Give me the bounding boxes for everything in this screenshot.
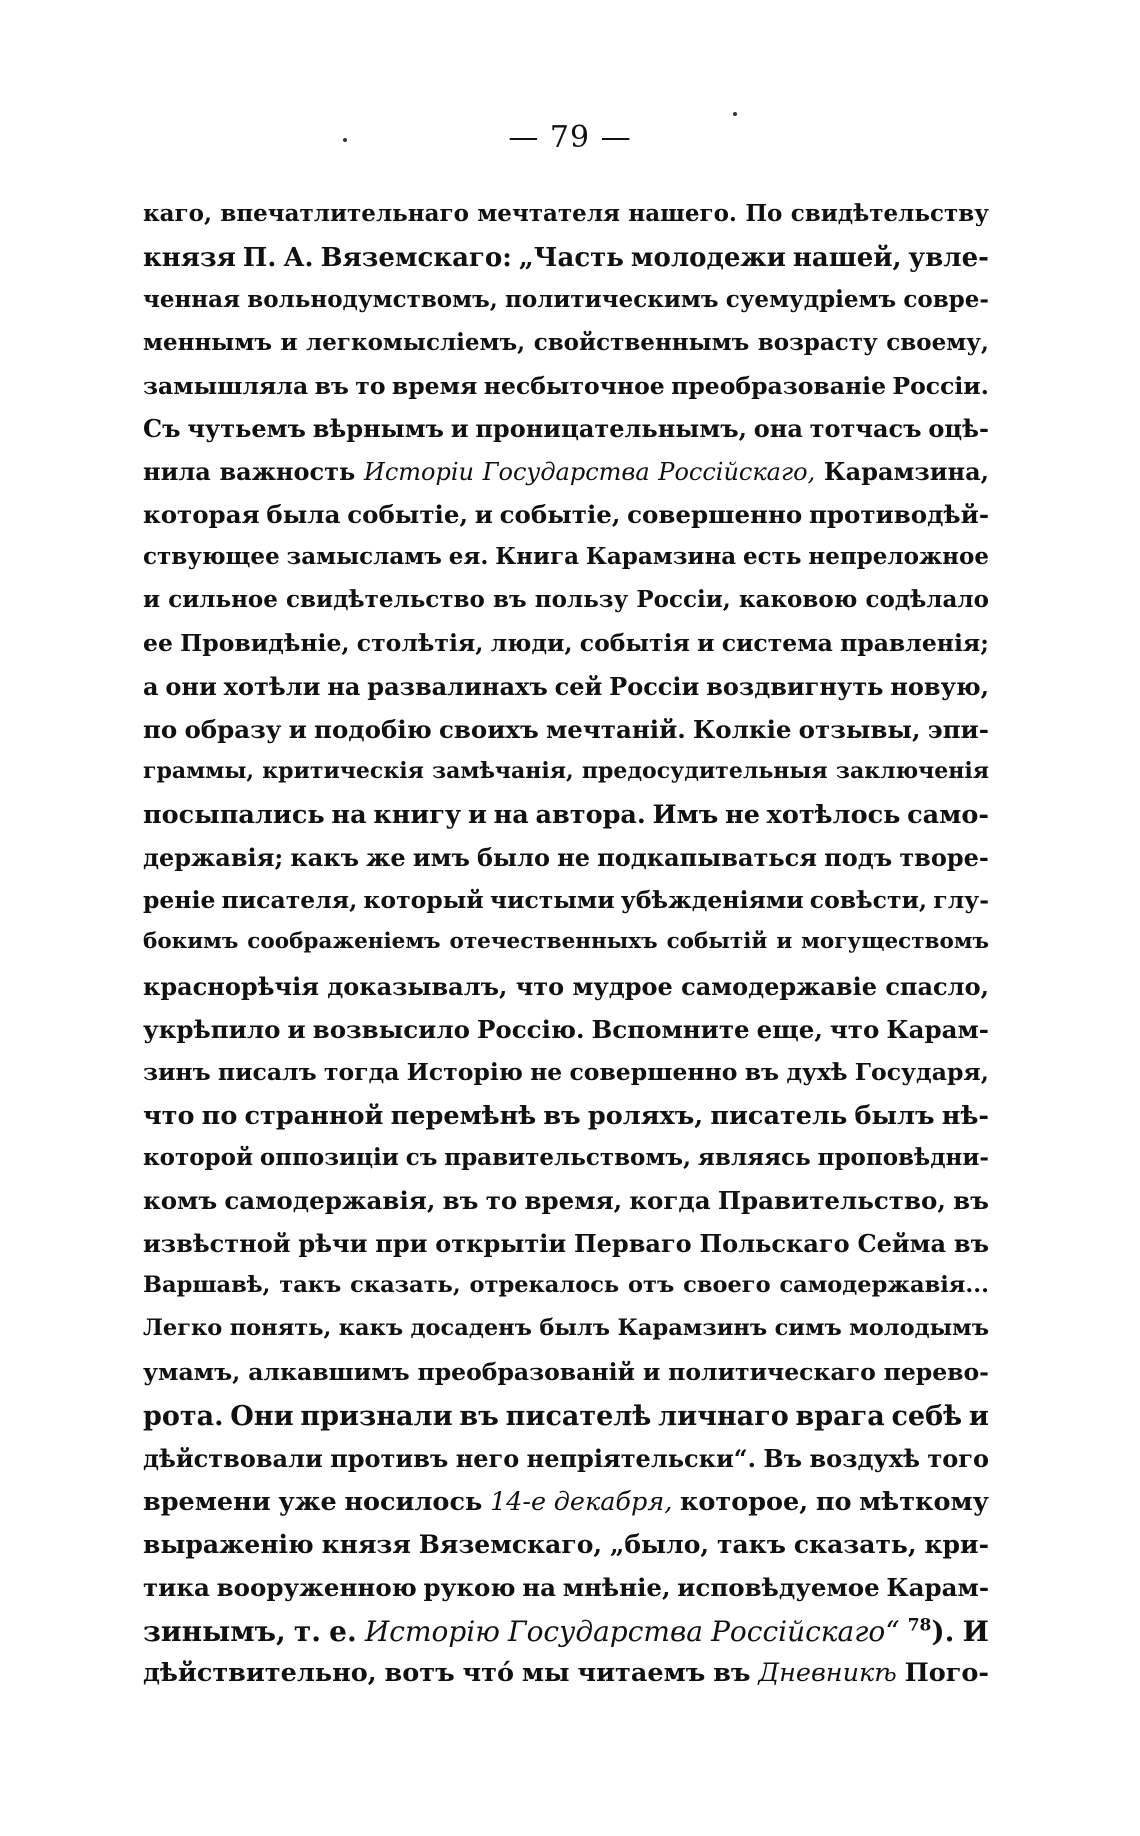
word: было (477, 843, 551, 873)
word: писателѣ (505, 1400, 652, 1432)
word: Въ (763, 1443, 803, 1473)
word: непріятельски“. (526, 1443, 756, 1473)
word: развалинахъ (367, 671, 548, 701)
text-line (143, 629, 989, 672)
word: предосудительныя (581, 757, 828, 784)
word: важность (219, 457, 356, 487)
word: ея. (448, 543, 489, 571)
word: Книга (495, 543, 580, 571)
word: признали (300, 1400, 453, 1432)
word: увле- (908, 242, 989, 273)
word: краснорѣчія (143, 972, 319, 1002)
word: сей (554, 671, 603, 701)
word: самодержавія... (779, 1272, 989, 1299)
word: князя (143, 242, 236, 273)
word: соображеніемъ (247, 929, 441, 955)
word: Пого- (904, 1658, 989, 1689)
word: своего (683, 1272, 771, 1299)
word: мѣткому (859, 1486, 989, 1517)
word: являясь (697, 1143, 811, 1171)
word: нѣ- (941, 1100, 989, 1131)
word: рѣчи (298, 1229, 368, 1259)
word: мудрое (572, 972, 673, 1002)
word: и (697, 628, 715, 657)
word: носилось (344, 1486, 483, 1517)
word: вооруженною (216, 1572, 417, 1602)
word: что (515, 972, 565, 1002)
word: не (530, 1057, 563, 1086)
text-line (143, 243, 989, 286)
word: доказывалъ, (327, 972, 508, 1002)
word: проповѣдни- (817, 1143, 989, 1171)
word: мечтаній. (545, 714, 686, 744)
word: е. (329, 1615, 357, 1649)
word: которой (143, 1143, 254, 1171)
word: событій (666, 929, 768, 955)
word: каго, (143, 200, 212, 227)
word: Исторію (364, 1615, 500, 1649)
word: въ (314, 371, 349, 400)
word: рукою (423, 1572, 516, 1602)
word: П. (242, 242, 277, 273)
word: противодѣй- (808, 500, 989, 530)
word: проницательнымъ, (475, 414, 747, 444)
word: и (287, 1014, 306, 1044)
word: свойственнымъ (533, 328, 750, 356)
word: въ (953, 1186, 989, 1216)
word: симъ (774, 1315, 842, 1342)
text-line (143, 372, 989, 415)
word: которая (143, 500, 260, 530)
word: автора. (535, 800, 646, 831)
word: писалъ (217, 1057, 317, 1086)
word: была (266, 500, 341, 530)
word: на (493, 800, 529, 831)
word: декабря, (553, 1486, 673, 1517)
word: и (642, 1358, 661, 1387)
word: Дневникѣ (758, 1658, 897, 1689)
word: сильное (168, 586, 278, 614)
text-line (143, 1144, 989, 1187)
text-line (143, 586, 989, 629)
word: совѣсти, (809, 886, 928, 915)
word: реніе (143, 886, 216, 915)
text-line (143, 1186, 989, 1229)
word: нашего. (628, 200, 737, 227)
word: который (363, 886, 484, 915)
word: тика (143, 1572, 210, 1602)
word: пользу (534, 586, 629, 614)
word: воздвигнуть (706, 671, 884, 701)
word: въ (459, 1400, 499, 1432)
word: время (391, 371, 478, 400)
word: Карамзина, (823, 457, 989, 487)
word: Исторіи (363, 458, 474, 487)
word: Вяземскаго: (320, 242, 512, 273)
word: ее (143, 628, 173, 657)
word: Карамзинъ (617, 1315, 768, 1342)
word: творе- (899, 843, 989, 873)
word: Сейма (857, 1229, 947, 1259)
word: люди, (490, 628, 573, 657)
text-line (143, 843, 989, 886)
word: перемѣнѣ (390, 1100, 537, 1131)
text-line (143, 672, 989, 715)
word: сказать, (350, 1272, 461, 1299)
word: посыпались (143, 800, 325, 831)
word: Правительство, (717, 1186, 946, 1216)
word: въ (442, 1186, 479, 1216)
word: самодержавія, (224, 1186, 436, 1216)
word: которое, (679, 1486, 809, 1517)
word: понять, (229, 1315, 332, 1342)
word: Россіи (609, 671, 700, 701)
word: Съ (143, 414, 181, 444)
word: а (143, 671, 159, 701)
word: возвысило (312, 1014, 470, 1044)
word: спасло, (885, 972, 989, 1002)
word: и (288, 714, 307, 744)
word: Россію. (476, 1014, 585, 1044)
word: книгу (373, 800, 462, 831)
word: исповѣдуемое (677, 1572, 880, 1602)
word: времени (143, 1486, 271, 1517)
word: воздухѣ (809, 1443, 920, 1473)
word: рота. (143, 1400, 224, 1432)
word: Колкіе (692, 714, 792, 744)
word: Карамзина (585, 543, 737, 571)
word: бокимъ (143, 929, 239, 955)
word: совре- (903, 285, 989, 313)
word: По (745, 200, 783, 227)
word: могуществомъ (801, 929, 989, 955)
text-line (143, 1530, 989, 1573)
word: мы (521, 1658, 570, 1689)
word: противъ (330, 1443, 449, 1473)
word: каковою (738, 586, 858, 614)
word: Они (230, 1400, 294, 1432)
word: преобразованій (417, 1358, 635, 1387)
word: зинымъ, (143, 1615, 286, 1649)
word: они (165, 671, 217, 701)
word: 14-е (489, 1486, 547, 1517)
word: не (725, 800, 760, 831)
word: въ (543, 1100, 581, 1131)
word: Карам- (886, 1572, 989, 1602)
word: писатель (710, 1100, 848, 1131)
word: несбыточное (483, 371, 665, 400)
word: совершенно (627, 500, 803, 530)
word: выраженію (143, 1529, 314, 1559)
word: замышляла (143, 371, 309, 400)
word: Перваго (574, 1229, 692, 1259)
word: досаденъ (410, 1315, 532, 1342)
word: то (355, 371, 386, 400)
word: И (962, 1615, 989, 1649)
word: сказать, (793, 1529, 917, 1559)
word: по (143, 714, 178, 744)
word: странной (244, 1100, 384, 1131)
text-line (143, 886, 989, 929)
text-line (143, 1015, 989, 1058)
word: подкапываться (597, 843, 818, 873)
word: содѣлало (865, 586, 989, 614)
word: зинъ (143, 1057, 211, 1086)
word: Исторію (406, 1057, 523, 1086)
word: Государства (508, 1615, 703, 1649)
word: заключенія (835, 757, 989, 784)
word: своихъ (438, 714, 539, 744)
word: граммы, (143, 757, 255, 784)
word: Варшавѣ, (143, 1272, 271, 1299)
word: ствующее (143, 543, 280, 571)
word: такъ (279, 1272, 342, 1299)
text-line (143, 1658, 989, 1701)
word: меннымъ (143, 328, 272, 356)
word: на (327, 671, 361, 701)
word: вѣрнымъ (312, 414, 444, 444)
word: духѣ (786, 1057, 848, 1086)
text-line (143, 715, 989, 758)
word: время, (524, 1186, 623, 1216)
text-line (143, 1358, 989, 1401)
word: политическаго (668, 1358, 876, 1387)
word: еще, (756, 1014, 823, 1044)
word: перево- (883, 1358, 989, 1387)
word: Россійскаго, (658, 458, 816, 487)
page-number: — 79 — (508, 120, 632, 155)
word: былъ (539, 1315, 610, 1342)
word: въ (744, 1057, 780, 1086)
word: писателя, (221, 886, 358, 915)
word: оппозиціи (259, 1143, 399, 1171)
word: замысламъ (286, 543, 442, 571)
word: себѣ (891, 1400, 963, 1432)
word: дѣйствовали (143, 1443, 323, 1473)
word: Вяземскаго, (418, 1529, 603, 1559)
word: и (467, 800, 487, 831)
word: не (557, 843, 591, 873)
word: своему, (886, 328, 989, 356)
word: и (776, 929, 793, 955)
word: мечтателя (477, 200, 621, 227)
text-line (143, 286, 989, 329)
word: на (331, 800, 367, 831)
word: когда (629, 1186, 711, 1216)
word: что (143, 1100, 195, 1131)
word: вольнодумствомъ, (247, 285, 498, 313)
text-line (143, 1573, 989, 1616)
word: отъ (628, 1272, 675, 1299)
word: Вспомните (591, 1014, 750, 1044)
word: нашей, (792, 242, 902, 273)
word: подобію (314, 714, 432, 744)
word: что́ (462, 1658, 514, 1689)
word: Россійскаго“ (711, 1615, 900, 1649)
text-line (143, 1058, 989, 1101)
word: кри- (924, 1529, 989, 1559)
text-line (143, 543, 989, 586)
word: Россіи, (636, 586, 731, 614)
word: убѣжденіями (620, 886, 804, 915)
word: ченная (143, 285, 241, 313)
word: нила (143, 457, 211, 487)
word: „Часть (518, 242, 624, 273)
word: свидѣтельство (286, 586, 485, 614)
word: А. (283, 242, 314, 273)
word: личнаго (658, 1400, 789, 1432)
word: алкавшимъ (248, 1358, 410, 1387)
word: Государя, (854, 1057, 989, 1086)
text-line (143, 1615, 989, 1658)
word: т. (293, 1615, 321, 1649)
word: она (753, 414, 803, 444)
word: молодежи (630, 242, 786, 273)
word: событіе, (347, 500, 468, 530)
word: съ (405, 1143, 438, 1171)
word: державія; (143, 843, 284, 873)
word: Россіи. (892, 371, 989, 400)
word: Легко (143, 1315, 223, 1342)
word: того (927, 1443, 989, 1473)
word: Провидѣніе, (180, 628, 350, 657)
word: критическія (262, 757, 424, 784)
word: хотѣлось (766, 800, 901, 831)
text-line (143, 1444, 989, 1487)
word: эпи- (927, 714, 989, 744)
word: непреложное (808, 543, 989, 571)
word: образу (184, 714, 282, 744)
text-line (143, 1487, 989, 1530)
word: система (721, 628, 833, 657)
text-line (143, 500, 989, 543)
word: и (280, 328, 298, 356)
word: и (450, 414, 469, 444)
text-line (143, 800, 989, 843)
word: тогда (323, 1057, 400, 1086)
word: вотъ (384, 1658, 455, 1689)
word: впечатлительнаго (220, 200, 469, 227)
word: само- (907, 800, 989, 831)
word: Государства (482, 458, 650, 487)
word: мнѣніе, (562, 1572, 671, 1602)
word: умамъ, (143, 1358, 241, 1387)
word: политическимъ (504, 285, 719, 313)
word: чистыми (489, 886, 615, 915)
text-line (143, 1401, 989, 1444)
word: на (522, 1572, 557, 1602)
word: въ (713, 1658, 751, 1689)
word: преобразованіе (671, 371, 887, 400)
word: возрасту (757, 328, 878, 356)
word: свидѣтельству (790, 200, 989, 227)
word: уже (278, 1486, 337, 1517)
word: при (375, 1229, 428, 1259)
word: отзывы, (798, 714, 921, 744)
word: врага (795, 1400, 885, 1432)
word: суемудріемъ (725, 285, 897, 313)
text-line (143, 1315, 989, 1358)
word: укрѣпило (143, 1014, 281, 1044)
word: отечественныхъ (449, 929, 658, 955)
text-line (143, 200, 989, 243)
word: по (815, 1486, 852, 1517)
word: и (968, 1400, 989, 1432)
word: оцѣ- (928, 414, 989, 444)
word: князя (321, 1529, 411, 1559)
word: Карам- (886, 1014, 989, 1044)
print-speck (733, 112, 737, 116)
word: правительствомъ, (444, 1143, 692, 1171)
word: такъ (717, 1529, 786, 1559)
text-line (143, 929, 989, 972)
text-line (143, 1101, 989, 1144)
word: въ (493, 586, 527, 614)
text-line (143, 1272, 989, 1315)
text-line (143, 758, 989, 801)
word: Имъ (652, 800, 719, 831)
word: въ (953, 1229, 989, 1259)
word: совершенно (569, 1057, 738, 1086)
word: подъ (824, 843, 893, 873)
word: $^{78}$). (907, 1615, 955, 1649)
word: „было, (609, 1529, 710, 1559)
word: глу- (933, 886, 989, 915)
word: какъ (290, 843, 359, 873)
word: есть (743, 543, 802, 571)
word: и (474, 500, 493, 530)
word: легкомысліемъ, (306, 328, 526, 356)
word: былъ (854, 1100, 935, 1131)
word: и (143, 586, 161, 614)
word: чутьемъ (187, 414, 306, 444)
word: новую, (890, 671, 989, 701)
word: что (829, 1014, 880, 1044)
word: замѣчанія, (432, 757, 574, 784)
word: читаемъ (577, 1658, 706, 1689)
word: правленія; (840, 628, 989, 657)
text-line (143, 329, 989, 372)
word: самодержавіе (681, 972, 877, 1002)
word: имъ (412, 843, 470, 873)
text-line (143, 414, 989, 457)
word: роляхъ, (587, 1100, 704, 1131)
word: событіе, (499, 500, 621, 530)
word: событія (579, 628, 690, 657)
text-line (143, 457, 989, 500)
word: хотѣли (223, 671, 321, 701)
word: дѣйствительно, (143, 1658, 377, 1689)
word: Польскаго (699, 1229, 850, 1259)
word: него (455, 1443, 520, 1473)
word: комъ (143, 1186, 218, 1216)
word: по (201, 1100, 238, 1131)
word: молодымъ (849, 1315, 989, 1342)
text-line (143, 972, 989, 1015)
word: какъ (338, 1315, 404, 1342)
word: извѣстной (143, 1229, 291, 1259)
word: же (366, 843, 406, 873)
word: тотчасъ (809, 414, 922, 444)
word: то (485, 1186, 518, 1216)
text-line (143, 1229, 989, 1272)
word: открытіи (435, 1229, 567, 1259)
word: столѣтія, (356, 628, 484, 657)
body-text (143, 200, 989, 1701)
word: отрекалось (469, 1272, 620, 1299)
footnote-ref: 78 (907, 1616, 932, 1637)
